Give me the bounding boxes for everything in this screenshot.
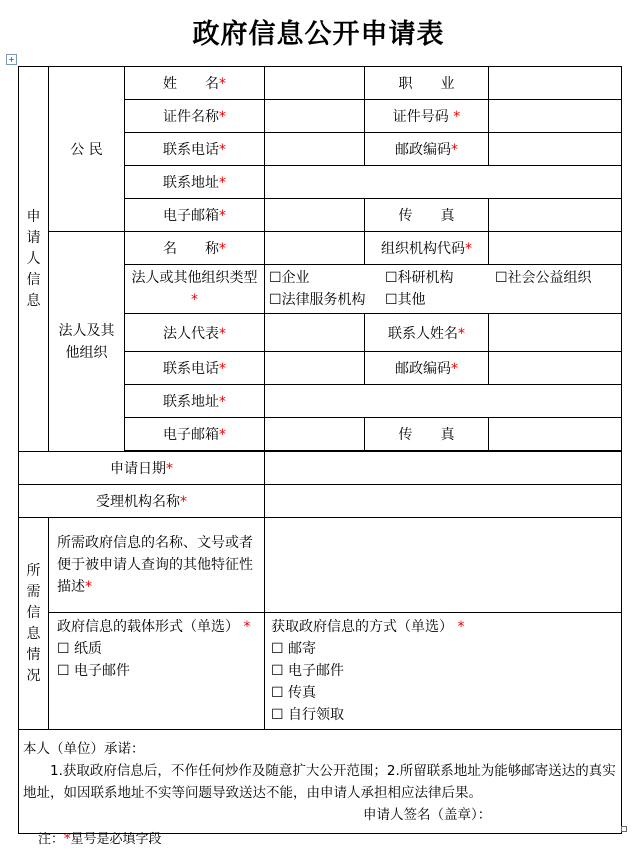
org-label: 法人及其他组织 [49,232,125,452]
citizen-postcode-field[interactable] [489,133,622,166]
citizen-id-type-field[interactable] [265,100,365,133]
citizen-email-label: 电子邮箱* [125,199,265,232]
citizen-id-number-label: 证件号码 * [365,100,489,133]
promise-section [19,730,622,834]
applicant-section-label: 申 请 人 信 息 [19,67,49,452]
method-option-mail[interactable]: ☐ 邮寄 [271,641,317,657]
org-contact-name-label: 联系人姓名* [365,314,489,352]
org-type-option[interactable]: ☐社会公益组织 [495,270,592,286]
org-email-field[interactable] [265,418,365,451]
citizen-id-type-label: 证件名称* [125,100,265,133]
citizen-occupation-field[interactable] [489,67,622,100]
org-email-label: 电子邮箱* [125,418,265,451]
required-star-icon: * [64,832,71,847]
citizen-fax-field[interactable] [489,199,622,232]
agency-field[interactable] [265,485,622,518]
citizen-phone-field[interactable] [265,133,365,166]
carrier-section [49,613,265,730]
application-form-table [18,66,622,834]
table-resize-handle-icon[interactable] [621,826,627,832]
org-type-label: 法人或其他组织类型* [125,265,265,314]
table-move-handle-icon[interactable]: + [6,54,17,65]
citizen-name-field[interactable] [265,67,365,100]
org-postcode-field[interactable] [489,352,622,385]
citizen-address-field[interactable] [265,166,622,199]
org-fax-field[interactable] [489,418,622,451]
promise-text: 1.获取政府信息后，不作任何炒作及随意扩大公开范围；2.所留联系地址为能够邮寄送达的真实地址，如因联系地址不实等问题导致送达不能，由申请人承担相应法律后果。 [23,762,616,801]
org-address-field[interactable] [265,385,622,418]
method-option-pickup[interactable]: ☐ 自行领取 [271,707,345,723]
citizen-fax-label: 传 真 [365,199,489,232]
agency-label: 受理机构名称* [19,485,265,518]
org-contact-name-field[interactable] [489,314,622,352]
org-phone-label: 联系电话* [125,352,265,385]
org-name-field[interactable] [265,232,365,265]
citizen-address-label: 联系地址* [125,166,265,199]
method-option-fax[interactable]: ☐ 传真 [271,685,317,701]
org-rep-label: 法人代表* [125,314,265,352]
org-type-option[interactable]: ☐其他 [385,292,426,308]
info-section-label: 所 需 信 息 情 况 [19,518,49,730]
footnote: 注：*星号是必填字段 [38,832,162,847]
apply-date-label: 申请日期* [19,452,265,485]
org-type-option[interactable]: ☐企业 [269,270,310,286]
carrier-option-paper[interactable]: ☐ 纸质 [57,641,103,657]
citizen-name-label: 姓 名* [125,67,265,100]
info-desc-field[interactable] [265,518,622,613]
org-type-option[interactable]: ☐科研机构 [385,270,454,286]
citizen-id-number-field[interactable] [489,100,622,133]
citizen-occupation-label: 职 业 [365,67,489,100]
carrier-option-email[interactable]: ☐ 电子邮件 [57,663,131,679]
method-option-email[interactable]: ☐ 电子邮件 [271,663,345,679]
org-postcode-label: 邮政编码* [365,352,489,385]
org-address-label: 联系地址* [125,385,265,418]
promise-heading: 本人（单位）承诺： [23,740,145,757]
org-phone-field[interactable] [265,352,365,385]
org-name-label: 名 称* [125,232,265,265]
carrier-label: 政府信息的载体形式（单选） * [57,619,251,635]
signature-label: 申请人签名（盖章）： [363,806,492,823]
org-fax-label: 传 真 [365,418,489,451]
org-rep-field[interactable] [265,314,365,352]
form-title: 政府信息公开申请表 [192,19,445,50]
apply-date-field[interactable] [265,452,622,485]
method-section [265,613,622,730]
citizen-email-field[interactable] [265,199,365,232]
citizen-phone-label: 联系电话* [125,133,265,166]
citizen-label: 公 民 [49,67,125,232]
citizen-postcode-label: 邮政编码* [365,133,489,166]
org-code-field[interactable] [489,232,622,265]
method-label: 获取政府信息的方式（单选） * [271,619,465,635]
org-code-label: 组织机构代码* [365,232,489,265]
org-type-option[interactable]: ☐法律服务机构 [269,292,366,308]
info-desc-label: 所需政府信息的名称、文号或者便于被申请人查询的其他特征性描述* [49,518,265,613]
org-type-options [265,265,622,314]
